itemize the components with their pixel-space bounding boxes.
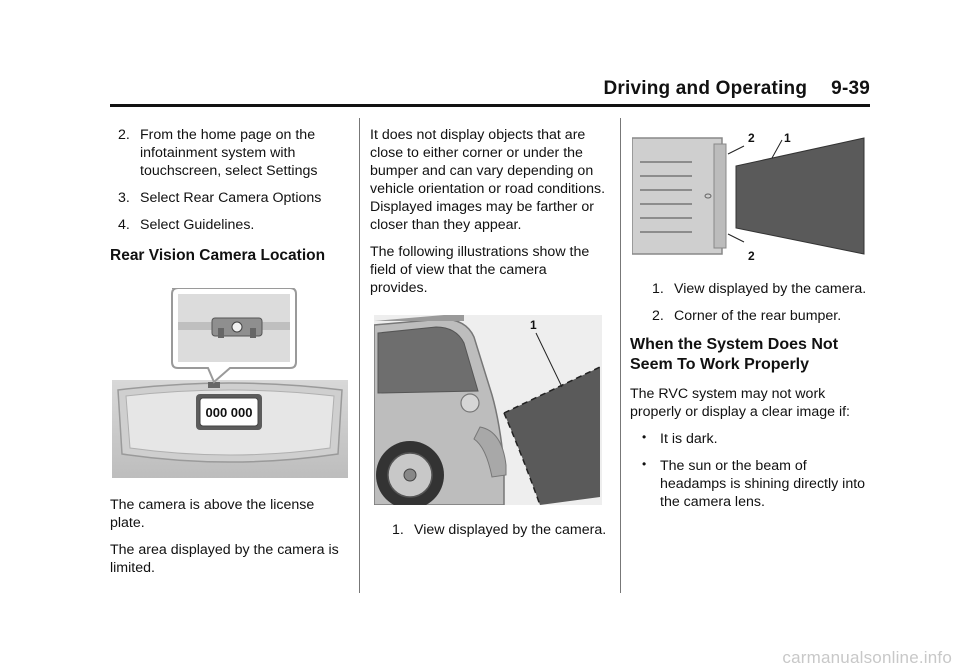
field-of-view-side-illustration [374,315,602,505]
paragraph: The following illustrations show the field of view that the camera provides. [370,244,590,296]
bullet-text: It is dark. [660,431,718,447]
list-number: 3. [118,190,130,206]
paragraph: The area displayed by the camera is limited. [110,542,339,576]
list-text: View displayed by the camera. [414,522,607,538]
list-item [110,189,350,207]
page-header [110,78,870,104]
list-text: Corner of the rear bumper. [674,308,842,324]
list-item [630,307,876,325]
list-text: Select Rear Camera Options [140,190,322,206]
bullet-item [630,430,876,448]
column-divider-2 [620,118,621,593]
list-number: 2. [652,308,664,324]
list-item [370,521,608,539]
section-title: Driving and Operating [603,78,808,99]
bullet-marker: • [642,457,647,471]
list-item [630,280,876,298]
list-text: From the home page on the infotainment system with touchscreen, select Settings [140,127,318,179]
page-number: 9-39 [831,78,870,99]
section-heading-troubleshooting: When the System Does Not Seem To Work Properly [630,336,839,373]
list-text: View displayed by the camera. [674,281,867,297]
bullet-marker: • [642,430,647,444]
watermark: carmanualsonline.info [782,648,952,667]
paragraph: The camera is above the license plate. [110,497,315,531]
header-title [603,78,870,100]
callout-1: 1 [530,318,537,332]
list-number: 4. [118,217,130,233]
column-2 [370,126,608,548]
paragraph: The RVC system may not work properly or display a clear image if: [630,386,851,420]
list-number: 1. [652,281,664,297]
list-item [110,126,350,180]
column-1 [110,126,350,586]
column-divider-1 [359,118,360,593]
list-number: 2. [118,127,130,143]
list-item [110,216,350,234]
section-heading-camera-location: Rear Vision Camera Location [110,247,326,264]
bullet-text: The sun or the beam of headamps is shining directly into the camera lens. [660,458,866,510]
column-3 [630,128,876,520]
callout-2-top: 2 [748,131,755,145]
camera-location-illustration [112,288,348,478]
list-number: 1. [392,522,404,538]
callout-1: 1 [784,131,791,145]
paragraph: It does not display objects that are close to either corner or under the bumper and can vary depending on vehicle orientation or road conditions. Displayed images may be farther or closer than they appear. [370,127,606,233]
field-of-view-top-illustration [632,128,868,264]
header-rule [110,104,870,107]
license-plate-text: 000 000 [205,405,253,420]
callout-2-bottom: 2 [748,249,755,263]
bullet-item [630,457,876,511]
list-text: Select Guidelines. [140,217,255,233]
